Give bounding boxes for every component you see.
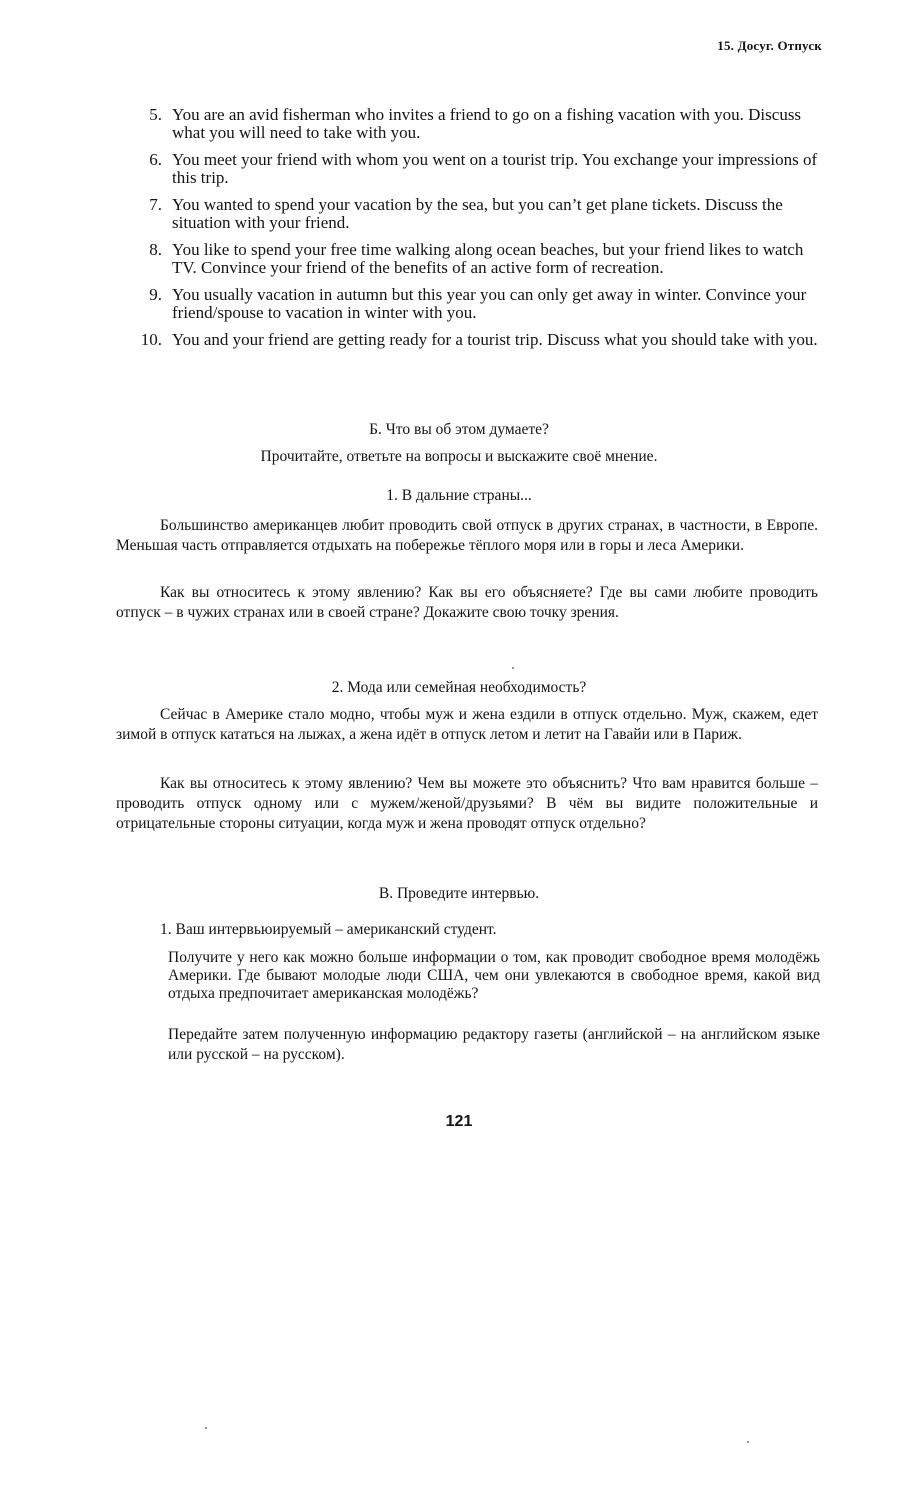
interview-item-1-paragraph-2: Передайте затем полученную информацию редактору газеты (английской – на английском языке или русской – на русском). xyxy=(168,1026,820,1063)
section-b-instruction: Прочитайте, ответьте на вопросы и выскажите своё мнение. xyxy=(260,448,658,465)
topic-1-paragraph-1: Большинство американцев любит проводить свой отпуск в других странах, в частности, в Европе. Меньшая часть отправляется отдыхать на побережье тёплого моря или в горы и леса Америки. xyxy=(116,517,818,554)
exercise-item-5 xyxy=(128,106,818,142)
interview-item-1-title: 1. Ваш интервьюируемый – американский студент. xyxy=(160,921,497,938)
print-speck xyxy=(512,667,514,669)
section-b-title: Б. Что вы об этом думаете? xyxy=(369,421,549,438)
interview-item-1-paragraph-1: Получите у него как можно больше информации о том, как проводит свободное время молодёжь Америки. Где бывают молодые люди США, чем они увлекаются в свободное время, какой вид отдыха предпочитает американская молодёжь? xyxy=(168,949,820,1002)
print-speck xyxy=(205,1427,207,1429)
exercise-item-9 xyxy=(128,286,818,322)
topic-2-paragraph-1: Сейчас в Америке стало модно, чтобы муж и жена ездили в отпуск отдельно. Муж, скажем, едет зимой в отпуск кататься на лыжах, а жена идёт в отпуск летом и летит на Гавайи или в Париж. xyxy=(116,706,818,743)
topic-2-title: 2. Мода или семейная необходимость? xyxy=(331,679,587,696)
topic-1-paragraph-2: Как вы относитесь к этому явлению? Как вы его объясняете? Где вы сами любите проводить отпуск – в чужих странах или в своей стране? Докажите свою точку зрения. xyxy=(116,584,818,621)
page-number: 121 xyxy=(445,1113,473,1130)
exercise-number: 7. xyxy=(149,195,162,214)
exercise-text: You wanted to spend your vacation by the sea, but you can’t get plane tickets. Discuss the situation with your friend. xyxy=(172,195,783,232)
topic-2-paragraph-2: Как вы относитесь к этому явлению? Чем вы можете это объяснить? Что вам нравится больше – проводить отпуск одному или с мужем/женой/друзьями? В чём вы видите положительные и отрицательные стороны ситуации, когда муж и жена проводят отпуск отдельно? xyxy=(116,775,818,832)
exercise-text: You like to spend your free time walking along ocean beaches, but your friend likes to watch TV. Convince your friend of the benefits of an active form of recreation. xyxy=(172,240,804,277)
exercise-item-6 xyxy=(128,151,818,187)
section-c-title: В. Проведите интервью. xyxy=(378,885,540,902)
exercise-item-7 xyxy=(128,196,818,232)
exercise-text: You usually vacation in autumn but this year you can only get away in winter. Convince your friend/spouse to vacation in winter with you. xyxy=(172,285,807,322)
running-head: 15. Досуг. Отпуск xyxy=(717,38,822,53)
exercise-number: 9. xyxy=(149,285,162,304)
exercise-item-8 xyxy=(128,241,818,277)
exercise-number: 6. xyxy=(149,150,162,169)
exercise-text: You are an avid fisherman who invites a friend to go on a fishing vacation with you. Discuss what you will need to take with you. xyxy=(172,105,802,142)
topic-1-title: 1. В дальние страны... xyxy=(386,487,532,504)
exercise-text: You and your friend are getting ready for a tourist trip. Discuss what you should take with you. xyxy=(172,330,818,349)
exercise-item-10 xyxy=(128,331,818,349)
exercise-text: You meet your friend with whom you went on a tourist trip. You exchange your impressions of this trip. xyxy=(172,150,818,187)
exercise-number: 5. xyxy=(149,105,162,124)
print-speck xyxy=(747,1441,749,1443)
exercise-number: 8. xyxy=(149,240,162,259)
exercise-list xyxy=(128,106,818,358)
exercise-number: 10. xyxy=(140,330,162,349)
